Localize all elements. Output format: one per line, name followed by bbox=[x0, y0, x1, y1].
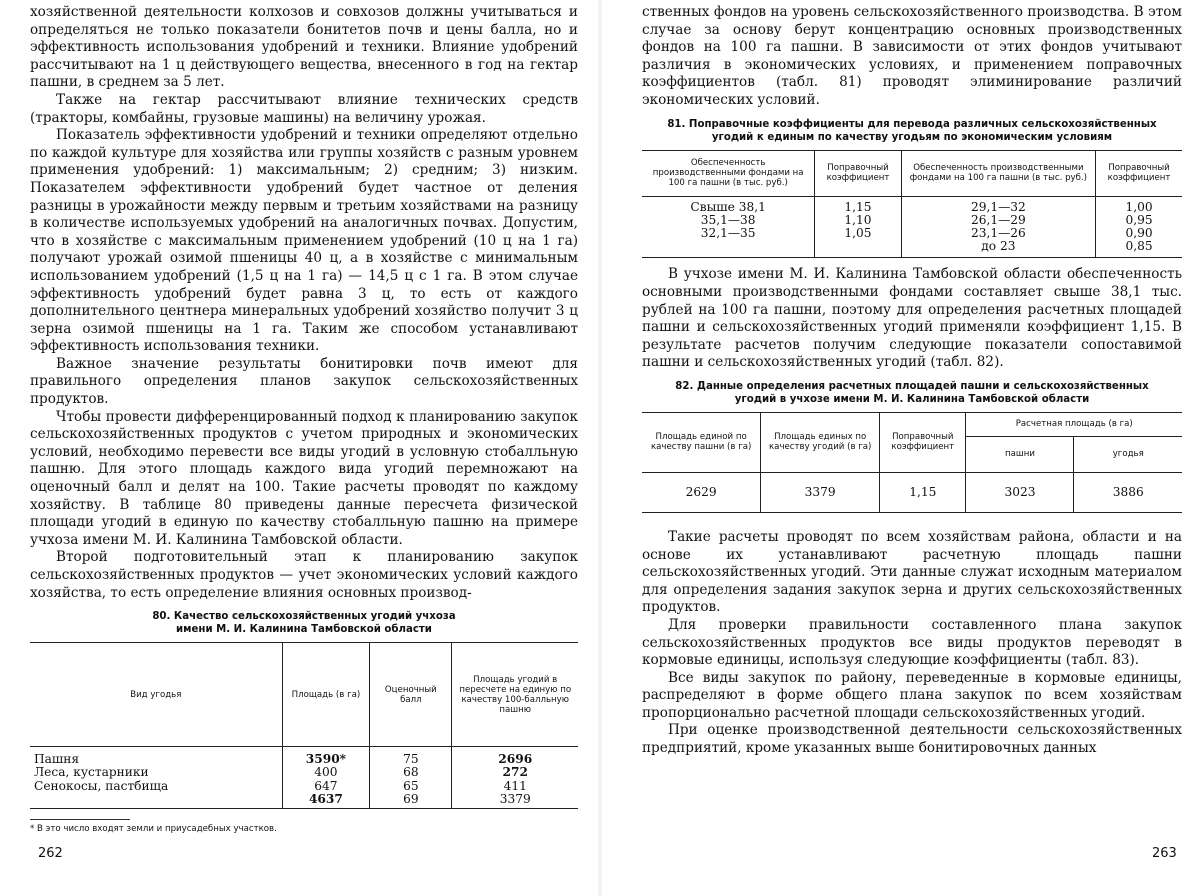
paragraph: В учхозе имени М. И. Калинина Тамбовской области обеспеченность основными производственными фондами составляет свыше 38,1 тыс. рублей на 100 га пашни, поэтому для определения расчетных площадей пашни и сельскохозяйственных угодий применяли коэффициент 1,15. В результате расчетов получим следующие показатели сопоставимой пашни и сельскохозяйственных угодий (табл. 82). bbox=[642, 266, 1182, 371]
page-number: 262 bbox=[38, 846, 63, 861]
left-text-column bbox=[30, 4, 578, 834]
paragraph: хозяйственной деятельности колхозов и совхозов должны учитываться и определяться не только показатели бонитетов почв и цены балла, но и эффективность использования удобрений и техники. Влияние удобрений рассчитывают на 1 ц действующего вещества, внесенного в год на гектар пашни, в среднем за 5 лет. bbox=[30, 4, 578, 91]
table-header: Поправочный коэффициент bbox=[1096, 150, 1182, 196]
cell-text: 32,1—35 bbox=[700, 225, 756, 240]
table-cell: 2629 bbox=[685, 484, 717, 499]
cell-text: 68 bbox=[403, 765, 419, 780]
table-header: Поправочный коэффициент bbox=[880, 412, 966, 472]
paragraph: Такие расчеты проводят по всем хозяйствам района, области и на основе их устанавливают расчетную площадь пашни сельскохозяйственных угодий. Эти данные служат исходным материалом для определения задания закупок зерна и других сельскохозяйственных продуктов. bbox=[642, 528, 1182, 616]
table-header: Вид угодья bbox=[30, 643, 282, 747]
table-row bbox=[30, 747, 578, 809]
cell-text: 75 bbox=[403, 752, 419, 767]
cell-text: 35,1—38 bbox=[700, 212, 756, 227]
cell-text: 2696 bbox=[498, 752, 533, 767]
caption-line: 81. Поправочные коэффициенты для перевода различных сельскохозяйственных bbox=[667, 118, 1157, 130]
table-subheader: угодья bbox=[1074, 436, 1182, 472]
table-cell: 1,15 bbox=[880, 472, 966, 512]
table-80-caption bbox=[30, 610, 578, 636]
right-text-column bbox=[642, 4, 1182, 758]
table-cell bbox=[815, 196, 901, 258]
right-page bbox=[600, 0, 1200, 896]
paragraph: Показатель эффективности удобрений и техники определяют отдельно по каждой культуре для хозяйства или группы хозяйств с разным уровнем применения удобрений: 1) максимальным; 2) средним; 3) низким. Показателем эффективности удобрений будет частное от деления разницы в урожайности между первым и третьим хозяйствами на разницу в количестве используемых удобрений на аналогичных почвах. Допустим, что в хозяйстве с максимальным применением удобрений (10 ц на 1 га) получают урожай озимой пшеницы 40 ц, а в хозяйстве с минимальным использованием удобрений (1,5 ц на 1 га) — 14,5 ц с 1 га. В этом случае эффективность удобрений будет равна 3 ц, то есть от каждого дополнительного центнера минеральных удобрений хозяйство получит 3 ц зерна озимой пшеницы на 1 га. Таким же способом устанавливают эффективность использования техники. bbox=[30, 127, 578, 355]
table-header: Обеспеченность производственными фондами на 100 га пашни (в тыс. руб.) bbox=[642, 150, 815, 196]
paragraph: При оценке производственной деятельности сельскохозяйственных предприятий, кроме указанных выше бонитировочных данных bbox=[642, 722, 1182, 757]
table-cell bbox=[452, 747, 578, 809]
cell-text bbox=[819, 240, 896, 253]
table-header: Площадь (в га) bbox=[282, 643, 370, 747]
cell-text bbox=[646, 240, 810, 253]
table-80 bbox=[30, 642, 578, 809]
paragraph: ственных фондов на уровень сельскохозяйственного производства. В этом случае за основу берут концентрацию основных производственных фондов на 100 га пашни. В зависимости от этих фондов учитывают различия в экономических условиях, и применением поправочных коэффициентов (табл. 81) проводят элиминирование различий экономических условий. bbox=[642, 4, 1182, 108]
table-82-caption bbox=[642, 380, 1182, 406]
table-header: Оценочный балл bbox=[370, 643, 452, 747]
cell-text: 400 bbox=[314, 765, 338, 780]
paragraph: Все виды закупок по району, переведенные в кормовые единицы, распределяют в форме общего плана закупок по всем хозяйствам пропорционально расчетной площади сельскохозяйственных угодий. bbox=[642, 669, 1182, 721]
table-subheader: пашни bbox=[966, 436, 1074, 472]
cell-text: 647 bbox=[314, 778, 338, 793]
table-cell bbox=[30, 747, 282, 809]
table-cell bbox=[370, 747, 452, 809]
cell-text: 0,85 bbox=[1125, 239, 1153, 254]
cell-text: 0,90 bbox=[1125, 225, 1153, 240]
table-81-caption bbox=[642, 118, 1182, 144]
paragraph: Важное значение результаты бонитировки почв имеют для правильного определения планов закупок сельскохозяйственных продуктов. bbox=[30, 355, 578, 408]
cell-text: 411 bbox=[503, 778, 527, 793]
table-cell: 3023 bbox=[966, 472, 1074, 512]
table-cell bbox=[282, 747, 370, 809]
table-header: Площадь единой по качеству пашни (в га) bbox=[642, 412, 761, 472]
cell-text: 69 bbox=[403, 791, 419, 806]
cell-text: 23,1—26 bbox=[970, 225, 1026, 240]
table-header: Площадь угодий в пересчете на единую по качеству 100-балльную пашню bbox=[452, 643, 578, 747]
table-81 bbox=[642, 150, 1182, 259]
footnote: * В это число входят земли и приусадебных участков. bbox=[30, 824, 277, 834]
cell-text: Пашня bbox=[34, 752, 80, 767]
paragraph: Также на гектар рассчитывают влияние технических средств (тракторы, комбайны, грузовые машины) на величину урожая. bbox=[30, 91, 578, 126]
cell-text: Свыше 38,1 bbox=[690, 199, 766, 214]
cell-text: 65 bbox=[403, 778, 419, 793]
table-header: Площадь единых по качеству угодий (в га) bbox=[761, 412, 880, 472]
cell-text: 3379 bbox=[499, 791, 531, 806]
cell-text: 29,1—32 bbox=[970, 199, 1026, 214]
table-cell bbox=[901, 196, 1095, 258]
table-cell: 3886 bbox=[1074, 472, 1182, 512]
table-cell bbox=[1096, 196, 1182, 258]
table-row bbox=[642, 196, 1182, 258]
table-82 bbox=[642, 412, 1182, 513]
cell-text: Сенокосы, пастбища bbox=[34, 778, 169, 793]
table-header: Поправочный коэффициент bbox=[815, 150, 901, 196]
page-number: 263 bbox=[1152, 846, 1177, 861]
cell-text: 4637 bbox=[308, 791, 343, 806]
table-cell bbox=[642, 196, 815, 258]
cell-text bbox=[34, 793, 278, 806]
cell-text: 26,1—29 bbox=[970, 212, 1026, 227]
caption-line: угодий к единым по качеству угодьям по экономическим условиям bbox=[711, 131, 1113, 143]
table-cell: 3379 bbox=[761, 472, 880, 512]
cell-text: до 23 bbox=[981, 239, 1016, 254]
caption-line: угодий в учхозе имени М. И. Калинина Тамбовской области bbox=[734, 393, 1090, 405]
cell-text: 1,05 bbox=[844, 225, 872, 240]
cell-text: 272 bbox=[502, 765, 528, 780]
table-header: Обеспеченность производственными фондами на 100 га пашни (в тыс. руб.) bbox=[901, 150, 1095, 196]
cell-text: 3590* bbox=[305, 752, 347, 767]
cell-text: 1,10 bbox=[844, 212, 872, 227]
table-row bbox=[642, 472, 1182, 512]
table-header: Расчетная площадь (в га) bbox=[966, 412, 1182, 436]
cell-text: 1,15 bbox=[844, 199, 872, 214]
cell-text: Леса, кустарники bbox=[34, 765, 149, 780]
caption-line: имени М. И. Калинина Тамбовской области bbox=[176, 624, 432, 636]
caption-line: 82. Данные определения расчетных площадей пашни и сельскохозяйственных bbox=[675, 380, 1149, 392]
cell-text: 1,00 bbox=[1125, 199, 1153, 214]
cell-text: 0,95 bbox=[1125, 212, 1153, 227]
paragraph: Для проверки правильности составленного плана закупок сельскохозяйственных продуктов все виды продуктов переводят в кормовые единицы, используя следующие коэффициенты (табл. 83). bbox=[642, 616, 1182, 669]
caption-line: 80. Качество сельскохозяйственных угодий учхоза bbox=[152, 611, 456, 623]
paragraph: Второй подготовительный этап к планированию закупок сельскохозяйственных продуктов — учет экономических условий каждого хозяйства, то есть определение влияния основных производ- bbox=[30, 549, 578, 601]
paragraph: Чтобы провести дифференцированный подход к планированию закупок сельскохозяйственных продуктов с учетом природных и экономических условий, необходимо перевести все виды угодий в условную стобалльную пашню. Для этого площадь каждого вида угодий перемножают на оценочный балл и делят на 100. Такие расчеты проводят по каждому хозяйству. В таблице 80 приведены данные пересчета физической площади угодий в единую по качеству стобалльную пашню на примере учхоза имени М. И. Калинина Тамбовской области. bbox=[30, 408, 578, 548]
